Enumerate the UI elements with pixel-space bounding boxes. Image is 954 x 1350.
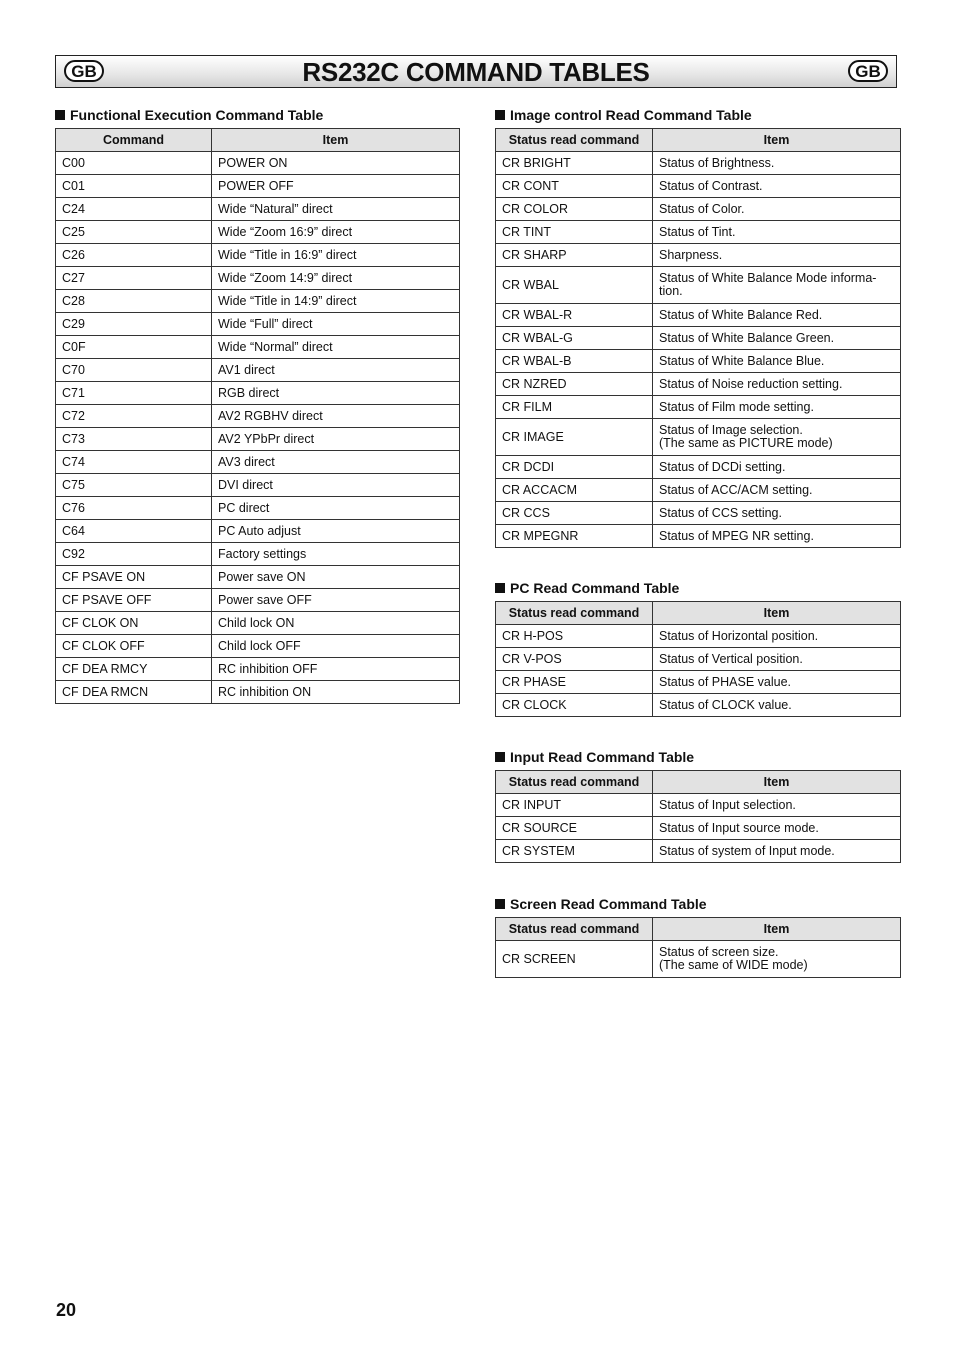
item-cell: Status of White Balance Red. <box>653 304 901 327</box>
command-cell: C64 <box>56 520 212 543</box>
item-cell: Power save OFF <box>212 589 460 612</box>
command-cell: C0F <box>56 336 212 359</box>
table-row <box>56 359 460 382</box>
table-row <box>56 612 460 635</box>
command-cell: C70 <box>56 359 212 382</box>
page-header <box>55 55 897 88</box>
table-row <box>56 267 460 290</box>
table-row <box>56 382 460 405</box>
square-bullet-icon <box>495 752 505 762</box>
item-cell: Status of Tint. <box>653 221 901 244</box>
column-header-item: Item <box>212 129 460 152</box>
command-cell: CF PSAVE OFF <box>56 589 212 612</box>
item-cell: Factory settings <box>212 543 460 566</box>
table-row <box>496 941 901 978</box>
table-row <box>56 543 460 566</box>
pc-section-title: PC Read Command Table <box>495 579 901 597</box>
table-header-row <box>56 129 460 152</box>
command-cell: C75 <box>56 474 212 497</box>
command-cell: CR CLOCK <box>496 694 653 717</box>
command-cell: CR WBAL <box>496 267 653 304</box>
item-cell: PC Auto adjust <box>212 520 460 543</box>
command-cell: CR INPUT <box>496 794 653 817</box>
table-row <box>496 694 901 717</box>
command-cell: CR WBAL-G <box>496 327 653 350</box>
command-cell: C25 <box>56 221 212 244</box>
command-cell: CR FILM <box>496 396 653 419</box>
item-cell: Wide “Title in 16:9” direct <box>212 244 460 267</box>
item-cell: Wide “Full” direct <box>212 313 460 336</box>
table-row <box>496 625 901 648</box>
command-cell: CR PHASE <box>496 671 653 694</box>
item-cell: Wide “Zoom 14:9” direct <box>212 267 460 290</box>
table-row <box>496 396 901 419</box>
command-cell: CR TINT <box>496 221 653 244</box>
pc-table <box>495 601 901 717</box>
table-row <box>56 589 460 612</box>
functional-section <box>55 106 460 704</box>
item-cell: AV2 RGBHV direct <box>212 405 460 428</box>
item-line-1: Status of Image selection. <box>659 423 803 437</box>
column-header-status-read-command: Status read command <box>496 771 653 794</box>
table-row <box>496 502 901 525</box>
square-bullet-icon <box>495 110 505 120</box>
command-cell: C73 <box>56 428 212 451</box>
item-cell <box>653 941 901 978</box>
command-cell: CR IMAGE <box>496 419 653 456</box>
command-cell: CF CLOK OFF <box>56 635 212 658</box>
table-header-row <box>496 602 901 625</box>
item-cell: Status of Vertical position. <box>653 648 901 671</box>
column-header-status-read-command: Status read command <box>496 602 653 625</box>
table-row <box>56 198 460 221</box>
table-row <box>56 290 460 313</box>
command-cell: CR V-POS <box>496 648 653 671</box>
functional-section-title: Functional Execution Command Table <box>55 106 460 124</box>
item-cell: PC direct <box>212 497 460 520</box>
item-cell: Status of Noise reduction setting. <box>653 373 901 396</box>
table-row <box>56 474 460 497</box>
item-cell: RC inhibition ON <box>212 681 460 704</box>
item-cell: Status of MPEG NR setting. <box>653 525 901 548</box>
command-cell: CR BRIGHT <box>496 152 653 175</box>
table-row <box>496 648 901 671</box>
command-cell: CR SYSTEM <box>496 840 653 863</box>
table-row <box>496 456 901 479</box>
item-line-2: (The same as PICTURE mode) <box>659 436 833 450</box>
table-row <box>496 221 901 244</box>
table-row <box>56 313 460 336</box>
item-cell: Status of White Balance Blue. <box>653 350 901 373</box>
item-cell: Sharpness. <box>653 244 901 267</box>
table-header-row <box>496 129 901 152</box>
item-cell: Wide “Natural” direct <box>212 198 460 221</box>
table-row <box>496 794 901 817</box>
table-row <box>56 428 460 451</box>
gb-badge-right: GB <box>848 60 888 82</box>
table-row <box>496 350 901 373</box>
command-cell: CR H-POS <box>496 625 653 648</box>
table-row <box>496 198 901 221</box>
input-table <box>495 770 901 863</box>
column-header-status-read-command: Status read command <box>496 918 653 941</box>
item-cell: Wide “Title in 14:9” direct <box>212 290 460 313</box>
image-control-section-title: Image control Read Command Table <box>495 106 901 124</box>
command-cell: CF DEA RMCY <box>56 658 212 681</box>
table-row <box>56 175 460 198</box>
item-line-1: Status of White Balance Mode informa- <box>659 271 877 285</box>
table-row <box>496 419 901 456</box>
command-cell: C74 <box>56 451 212 474</box>
command-cell: C00 <box>56 152 212 175</box>
item-cell: DVI direct <box>212 474 460 497</box>
command-cell: C28 <box>56 290 212 313</box>
table-header-row <box>496 918 901 941</box>
table-row <box>56 221 460 244</box>
table-row <box>56 497 460 520</box>
item-cell: Status of CLOCK value. <box>653 694 901 717</box>
item-cell: POWER OFF <box>212 175 460 198</box>
command-cell: C72 <box>56 405 212 428</box>
command-cell: CR ACCACM <box>496 479 653 502</box>
command-cell: CR SOURCE <box>496 817 653 840</box>
table-row <box>56 566 460 589</box>
command-cell: CR WBAL-B <box>496 350 653 373</box>
command-cell: C24 <box>56 198 212 221</box>
command-cell: CR DCDI <box>496 456 653 479</box>
item-cell: Status of system of Input mode. <box>653 840 901 863</box>
image-control-table <box>495 128 901 548</box>
command-cell: CR COLOR <box>496 198 653 221</box>
table-row <box>496 373 901 396</box>
command-cell: C01 <box>56 175 212 198</box>
table-row <box>496 817 901 840</box>
command-cell: CR SCREEN <box>496 941 653 978</box>
item-cell: Status of PHASE value. <box>653 671 901 694</box>
item-cell: POWER ON <box>212 152 460 175</box>
item-cell: AV2 YPbPr direct <box>212 428 460 451</box>
image-control-section <box>495 106 901 548</box>
square-bullet-icon <box>55 110 65 120</box>
table-row <box>56 520 460 543</box>
table-row <box>56 681 460 704</box>
command-cell: C71 <box>56 382 212 405</box>
item-line-1: Status of screen size. <box>659 945 779 959</box>
item-cell: Status of Contrast. <box>653 175 901 198</box>
item-cell: Status of Color. <box>653 198 901 221</box>
table-row <box>56 405 460 428</box>
item-cell: Status of Brightness. <box>653 152 901 175</box>
item-cell: Wide “Zoom 16:9” direct <box>212 221 460 244</box>
item-cell: RGB direct <box>212 382 460 405</box>
item-cell: RC inhibition OFF <box>212 658 460 681</box>
item-cell <box>653 267 901 304</box>
table-row <box>496 304 901 327</box>
screen-section <box>495 895 901 978</box>
screen-table <box>495 917 901 978</box>
table-row <box>496 840 901 863</box>
command-cell: CR NZRED <box>496 373 653 396</box>
command-cell: C27 <box>56 267 212 290</box>
input-section <box>495 748 901 863</box>
column-header-item: Item <box>653 771 901 794</box>
command-cell: CF CLOK ON <box>56 612 212 635</box>
command-cell: CR CCS <box>496 502 653 525</box>
item-cell: Power save ON <box>212 566 460 589</box>
table-row <box>496 525 901 548</box>
table-row <box>56 451 460 474</box>
item-cell: AV1 direct <box>212 359 460 382</box>
command-cell: CF DEA RMCN <box>56 681 212 704</box>
functional-table <box>55 128 460 704</box>
table-row <box>496 175 901 198</box>
item-cell: Status of Horizontal position. <box>653 625 901 648</box>
command-cell: CR SHARP <box>496 244 653 267</box>
item-cell <box>653 419 901 456</box>
item-cell: Status of Film mode setting. <box>653 396 901 419</box>
table-row <box>56 244 460 267</box>
item-cell: Status of Input selection. <box>653 794 901 817</box>
table-row <box>496 152 901 175</box>
item-line-2: tion. <box>659 284 683 298</box>
command-cell: CR MPEGNR <box>496 525 653 548</box>
column-header-item: Item <box>653 918 901 941</box>
command-cell: C92 <box>56 543 212 566</box>
command-cell: CR CONT <box>496 175 653 198</box>
item-cell: Status of CCS setting. <box>653 502 901 525</box>
page-number: 20 <box>56 1300 77 1320</box>
item-cell: Child lock OFF <box>212 635 460 658</box>
item-cell: Status of White Balance Green. <box>653 327 901 350</box>
input-section-title: Input Read Command Table <box>495 748 901 766</box>
table-row <box>496 244 901 267</box>
item-line-2: (The same of WIDE mode) <box>659 958 808 972</box>
item-cell: Status of DCDi setting. <box>653 456 901 479</box>
table-row <box>496 671 901 694</box>
command-cell: CR WBAL-R <box>496 304 653 327</box>
table-row <box>496 479 901 502</box>
column-header-command: Command <box>56 129 212 152</box>
table-row <box>496 267 901 304</box>
page-title: RS232C COMMAND TABLES <box>302 57 650 87</box>
table-row <box>56 152 460 175</box>
item-cell: Wide “Normal” direct <box>212 336 460 359</box>
gb-badge-left: GB <box>64 60 104 82</box>
table-row <box>496 327 901 350</box>
table-row <box>56 336 460 359</box>
command-cell: C29 <box>56 313 212 336</box>
command-cell: CF PSAVE ON <box>56 566 212 589</box>
command-cell: C26 <box>56 244 212 267</box>
item-cell: Status of Input source mode. <box>653 817 901 840</box>
table-row <box>56 658 460 681</box>
column-header-status-read-command: Status read command <box>496 129 653 152</box>
item-cell: Status of ACC/ACM setting. <box>653 479 901 502</box>
table-header-row <box>496 771 901 794</box>
command-cell: C76 <box>56 497 212 520</box>
screen-section-title: Screen Read Command Table <box>495 895 901 913</box>
item-cell: Child lock ON <box>212 612 460 635</box>
item-cell: AV3 direct <box>212 451 460 474</box>
pc-section <box>495 579 901 717</box>
square-bullet-icon <box>495 583 505 593</box>
column-header-item: Item <box>653 129 901 152</box>
column-header-item: Item <box>653 602 901 625</box>
square-bullet-icon <box>495 899 505 909</box>
table-row <box>56 635 460 658</box>
